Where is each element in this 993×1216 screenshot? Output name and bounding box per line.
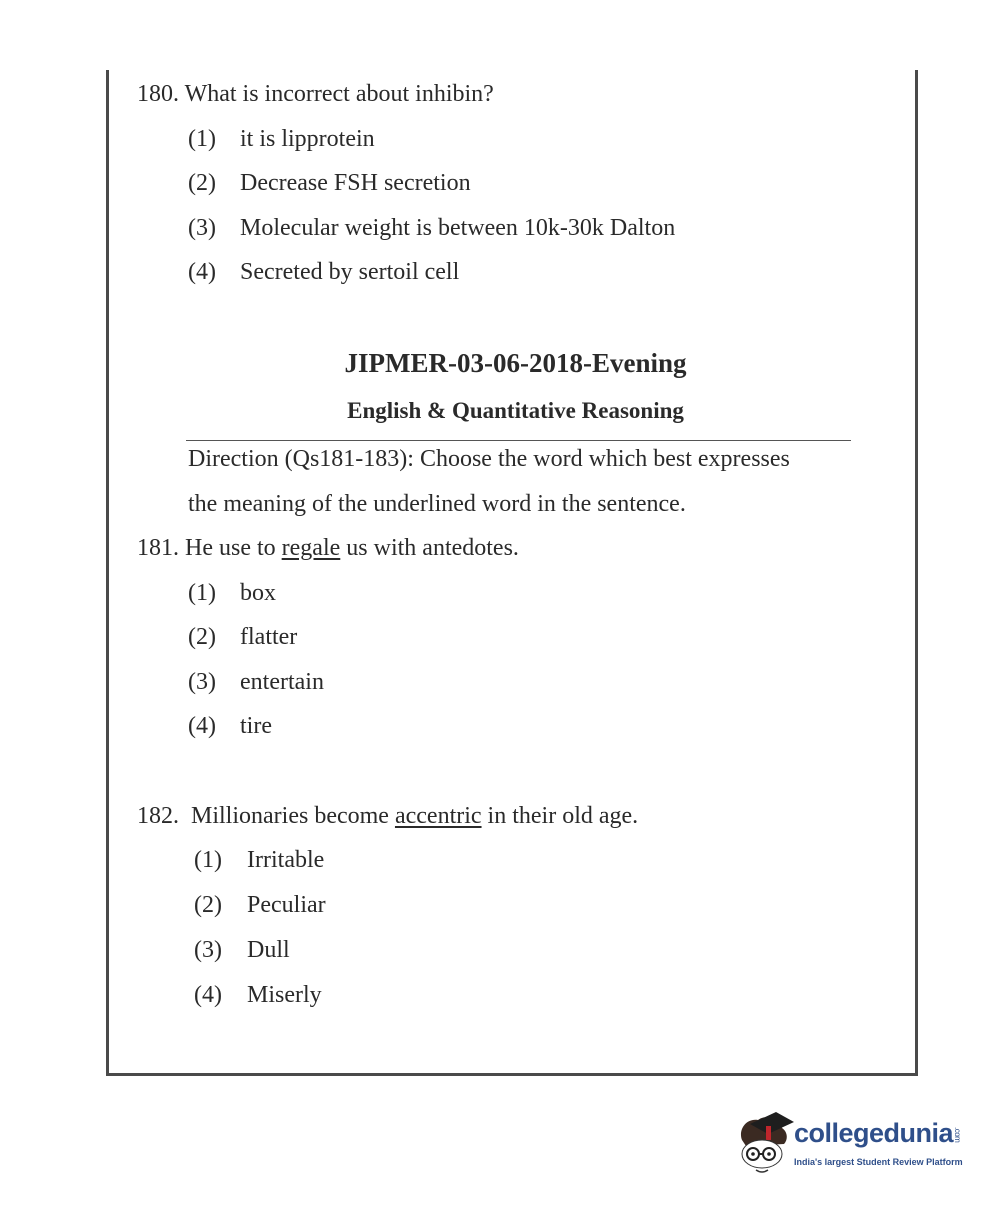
option-number: (3) <box>188 215 216 241</box>
q181-option-4 <box>188 711 272 741</box>
question-suffix: us with antedotes. <box>340 535 519 561</box>
collegedunia-logo[interactable] <box>736 1110 966 1180</box>
underlined-word: regale <box>281 535 341 561</box>
option-number: (1) <box>188 580 216 606</box>
logo-name: collegedunia <box>794 1118 954 1148</box>
q181-option-3 <box>188 667 324 697</box>
option-number: (1) <box>188 126 216 152</box>
q182-option-2 <box>194 890 326 920</box>
option-text: Molecular weight is between 10k-30k Dalton <box>240 215 676 241</box>
logo-domain: .com <box>953 1127 963 1143</box>
question-prefix: 182. Millionaries become <box>137 803 395 829</box>
option-number: (4) <box>188 259 216 285</box>
q180-option-3 <box>188 213 676 243</box>
logo-tagline: India's largest Student Review Platform <box>794 1157 963 1167</box>
section-divider <box>186 440 851 441</box>
option-text: flatter <box>240 624 298 650</box>
q180-option-1 <box>188 124 375 154</box>
q182-option-4 <box>194 980 322 1010</box>
option-number: (2) <box>188 624 216 650</box>
q182-option-1 <box>194 845 325 875</box>
section-subtitle: English & Quantitative Reasoning <box>347 398 684 423</box>
q180-option-4 <box>188 257 460 287</box>
option-number: (2) <box>188 170 216 196</box>
option-text: tire <box>240 713 272 739</box>
option-text: Dull <box>247 937 290 963</box>
option-text: it is lipprotein <box>240 126 375 152</box>
option-number: (3) <box>188 669 216 695</box>
q181-option-2 <box>188 622 298 652</box>
option-text: Peculiar <box>247 892 326 918</box>
option-number: (1) <box>194 847 222 873</box>
q182-option-3 <box>194 935 290 965</box>
option-text: box <box>240 580 276 606</box>
option-text: Irritable <box>247 847 325 873</box>
question-182 <box>137 801 638 831</box>
option-text: Miserly <box>247 982 322 1008</box>
question-181 <box>137 533 519 563</box>
question-180: 180. What is incorrect about inhibin? <box>137 81 494 107</box>
question-prefix: 181. He use to <box>137 535 282 561</box>
option-text: entertain <box>240 669 324 695</box>
option-number: (2) <box>194 892 222 918</box>
direction-line-2: the meaning of the underlined word in the sentence. <box>188 491 686 517</box>
option-number: (4) <box>194 982 222 1008</box>
q181-option-1 <box>188 578 276 608</box>
direction-line-1: Direction (Qs181-183): Choose the word which best expresses <box>188 446 790 472</box>
question-suffix: in their old age. <box>481 803 639 829</box>
section-title: JIPMER-03-06-2018-Evening <box>344 348 687 378</box>
option-number: (4) <box>188 713 216 739</box>
underlined-word: accentric <box>394 803 482 829</box>
q180-option-2 <box>188 168 471 198</box>
option-text: Decrease FSH secretion <box>240 170 471 196</box>
logo-wordmark <box>794 1118 962 1149</box>
mascot-icon <box>736 1110 796 1180</box>
option-number: (3) <box>194 937 222 963</box>
option-text: Secreted by sertoil cell <box>240 259 460 285</box>
